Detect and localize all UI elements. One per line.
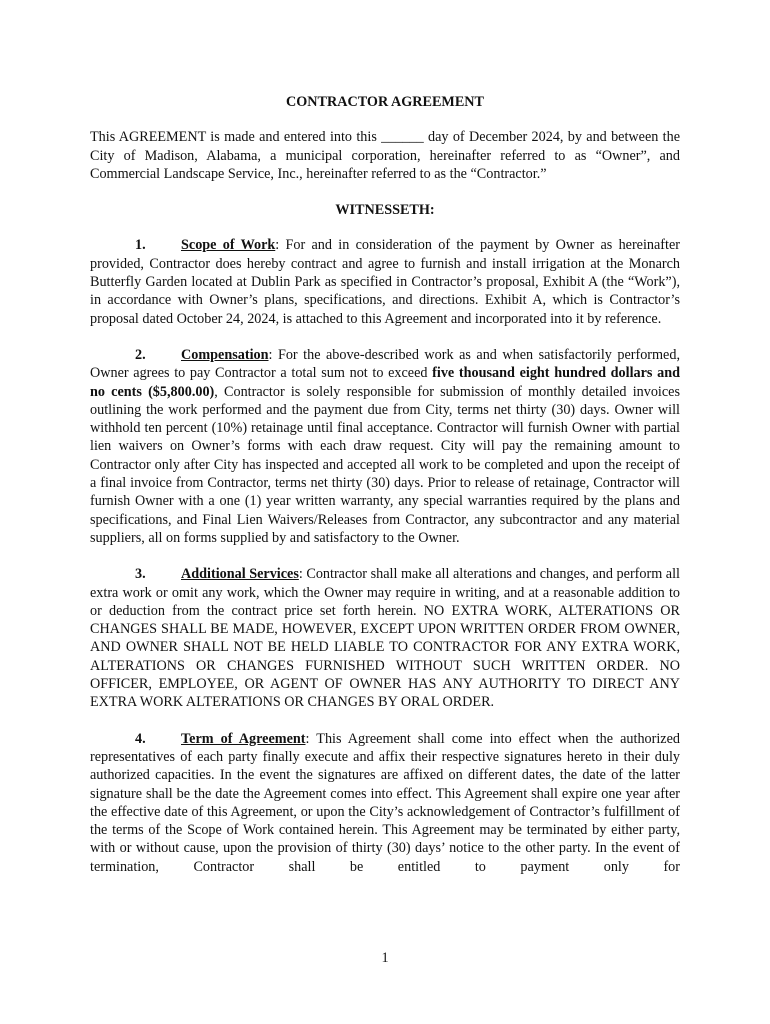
document-title: CONTRACTOR AGREEMENT (286, 94, 484, 110)
section-scope-of-work (90, 236, 680, 327)
section-text: : For the above-described work as and when satisfactorily performed, Owner agrees to pay Contractor a total sum not to exceed (90, 346, 680, 382)
section-text: : Contractor shall make all alterations and changes, and perform all extra work or omit any work, which the Owner may require in writing, and at a reasonable addition to or deduction from the contract price set forth herein. NO EXTRA WORK, ALTERATIONS OR CHANGES SHALL BE MADE, HOWEVER, EXCEPT UPON WRITTEN ORDER FROM OWNER, AND OWNER SHALL NOT BE HELD LIABLE TO CONTRACTOR FOR ANY EXTRA WORK, ALTERATIONS OR CHANGES FURNISHED WITHOUT SUCH WRITTEN ORDER. NO OFFICER, EMPLOYEE, OR AGENT OF OWNER HAS ANY AUTHORITY TO DIRECT ANY EXTRA WORK ALTERATIONS OR CHANGES BY ORAL ORDER. (90, 566, 680, 711)
section-additional-services (90, 565, 680, 711)
section-number: 3. (135, 566, 146, 583)
section-heading: Compensation (181, 346, 269, 363)
compensation-amount: five thousand eight hundred dollars and no cents ($5,800.00) (90, 365, 680, 400)
section-number: 2. (135, 346, 146, 363)
section-text: : For and in consideration of the payment by Owner as hereinafter provided, Contractor does hereby contract and agree to furnish and install irrigation at the Monarch Butterfly Garden located at Dublin Park as specified in Contractor’s proposal, Exhibit A (the “Work”), in accordance with Owner’s plans, specifications, and directions. Exhibit A, which is Contractor’s proposal dated October 24, 2024, is attached to this Agreement and incorporated into it by reference. (90, 237, 680, 327)
section-text: : This Agreement shall come into effect when the authorized representatives of each party finally execute and affix their respective signatures hereto in their duly authorized capacities. In the event the signatures are affixed on different dates, the date of the latter signature shall be the date the Agreement comes into effect. This Agreement shall expire one year after the effective date of this Agreement, or upon the City’s acknowledgement of Contractor’s fulfillment of the terms of the Scope of Work contained herein. This Agreement may be terminated by either party, with or without cause, upon the provision of thirty (30) days’ notice to the other party. In the event of termination, Contractor shall be entitled to payment only for (90, 730, 680, 875)
intro-paragraph: This AGREEMENT is made and entered into this ______ day of December 2024, by and between the City of Madison, Alabama, a municipal corporation, hereinafter referred to as “Owner”, and Commercial Landscape Service, Inc., hereinafter referred to as the “Contractor.” (90, 129, 680, 182)
section-term-of-agreement (90, 730, 680, 876)
document-body (90, 93, 680, 894)
section-heading: Additional Services (181, 566, 299, 583)
section-heading: Term of Agreement (181, 730, 306, 747)
section-text: , Contractor is solely responsible for submission of monthly detailed invoices outlining the work performed and the payment due from City, terms net thirty (30) days. Owner will withhold ten percent (10%) retainage until final acceptance. Contractor will furnish Owner with partial lien waivers on Owner’s forms with each draw request. City will pay the remaining amount to Contractor only after City has inspected and accepted all work to be completed and upon the receipt of a final invoice from Contractor, terms net thirty (30) days. Prior to release of retainage, Contractor will furnish Owner with a one (1) year written warranty, any special warranties required by the plans and specifications, and Final Lien Waivers/Releases from Contractor, any subcontractor and any material suppliers, all on forms supplied by and satisfactory to the Owner. (90, 383, 680, 546)
section-heading: Scope of Work (181, 237, 276, 254)
witnesseth-heading: WITNESSETH: (335, 202, 435, 219)
page-number: 1 (381, 950, 389, 966)
section-number: 4. (135, 730, 146, 747)
section-compensation (90, 346, 680, 547)
section-number: 1. (135, 237, 146, 254)
